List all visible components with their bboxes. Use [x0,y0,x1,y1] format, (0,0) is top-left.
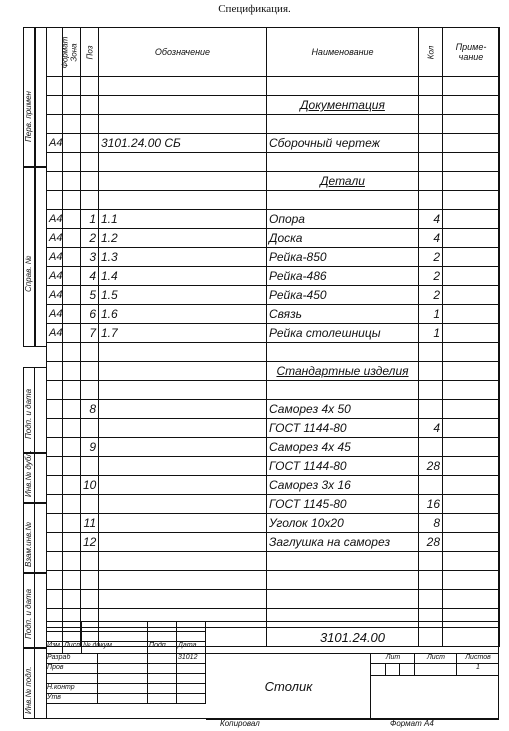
cell-pos: 7 [81,324,99,343]
cell-format [47,115,63,134]
cell-format: A4 [47,229,63,248]
stamp-list: Лист [63,642,82,654]
cell-designation [99,172,267,191]
cell-note [443,590,500,609]
cell-designation [99,153,267,172]
side-margin [23,27,47,719]
cell-designation [99,438,267,457]
cell-pos [81,552,99,571]
cell-designation: 3101.24.00 СБ [99,134,267,153]
cell-format: A4 [47,134,63,153]
cell-zone [63,153,81,172]
cell-note [443,381,500,400]
table-row [47,248,500,267]
cell-note [443,419,500,438]
table-row [47,229,500,248]
cell-zone [63,400,81,419]
stamp-podp: Подп [148,642,177,654]
cell-name: Документация [267,96,419,115]
cell-pos [81,419,99,438]
cell-zone [63,248,81,267]
cell-pos [81,153,99,172]
cell-qty [419,153,443,172]
stamp-title: Столик [206,654,371,720]
cell-name: Саморез 3х 16 [267,476,419,495]
cell-name: Детали [267,172,419,191]
cell-qty: 2 [419,267,443,286]
cell-name [267,153,419,172]
label-inv-dubl: Инв.№ дубл. [24,450,33,497]
cell-designation [99,419,267,438]
table-row [47,305,500,324]
title-block [46,621,499,720]
cell-pos [81,457,99,476]
cell-designation: 1.7 [99,324,267,343]
cell-qty: 28 [419,457,443,476]
table-row [47,96,500,115]
cell-qty [419,191,443,210]
table-row [47,419,500,438]
cell-note [443,115,500,134]
cell-qty [419,571,443,590]
cell-format [47,438,63,457]
cell-zone [63,191,81,210]
cell-format: A4 [47,248,63,267]
cell-note [443,267,500,286]
cell-format [47,77,63,96]
table-header-row [47,28,500,77]
cell-note [443,514,500,533]
cell-designation: 1.3 [99,248,267,267]
cell-name: Связь [267,305,419,324]
cell-pos [81,362,99,381]
cell-zone [63,210,81,229]
cell-pos [81,191,99,210]
cell-name: ГОСТ 1145-80 [267,495,419,514]
cell-zone [63,286,81,305]
table-row [47,343,500,362]
cell-qty: 8 [419,514,443,533]
cell-pos: 11 [81,514,99,533]
cell-zone [63,324,81,343]
cell-qty [419,438,443,457]
cell-name [267,343,419,362]
cell-designation [99,476,267,495]
cell-format: A4 [47,210,63,229]
cell-name [267,381,419,400]
cell-zone [63,229,81,248]
cell-format [47,419,63,438]
cell-note [443,248,500,267]
cell-note [443,229,500,248]
cell-designation [99,571,267,590]
cell-format [47,343,63,362]
header-qty: Кол [419,28,443,77]
table-row [47,571,500,590]
cell-note [443,305,500,324]
cell-name: Рейка столешницы [267,324,419,343]
table-row [47,495,500,514]
table-row [47,286,500,305]
cell-format [47,514,63,533]
cell-zone [63,305,81,324]
table-row [47,134,500,153]
cell-format: A4 [47,305,63,324]
cell-name [267,552,419,571]
cell-designation [99,77,267,96]
stamp-lit: Лит [371,654,415,664]
table-row [47,381,500,400]
cell-zone [63,343,81,362]
cell-zone [63,267,81,286]
cell-zone [63,172,81,191]
cell-name: Рейка-450 [267,286,419,305]
cell-pos: 1 [81,210,99,229]
cell-zone [63,419,81,438]
cell-designation: 1.5 [99,286,267,305]
stamp-data: Дата [177,642,206,654]
cell-qty [419,134,443,153]
label-inv-podl: Инв.№ подл. [24,666,33,714]
cell-format: A4 [47,267,63,286]
cell-format [47,533,63,552]
header-name: Наименование [267,28,419,77]
stamp-utv: Утв [46,694,98,704]
cell-format [47,381,63,400]
specification-table [46,27,500,647]
cell-qty: 4 [419,229,443,248]
table-row [47,153,500,172]
page-title: Спецификация. [218,3,291,15]
cell-name: Стандартные изделия [267,362,419,381]
table-row [47,267,500,286]
cell-pos: 3 [81,248,99,267]
label-podp-data-2: Подп. и дата [24,588,33,639]
stamp-izm: Изм [46,642,63,654]
table-row [47,438,500,457]
table-row [47,400,500,419]
label-perv-primen: Перв. примен [24,91,33,142]
cell-note [443,571,500,590]
cell-note [443,210,500,229]
cell-name: Сборочный чертеж [267,134,419,153]
stamp-n-dokum: № докум [82,642,148,654]
cell-name [267,191,419,210]
cell-note [443,77,500,96]
cell-designation [99,533,267,552]
cell-designation [99,191,267,210]
cell-name: Рейка-850 [267,248,419,267]
label-vzam-inv: Взам.инв.№ [24,521,33,567]
cell-qty [419,552,443,571]
cell-qty [419,77,443,96]
cell-qty [419,362,443,381]
label-sprav: Справ. № [24,255,33,292]
cell-format [47,457,63,476]
cell-name [267,590,419,609]
cell-designation [99,343,267,362]
cell-designation [99,115,267,134]
header-note: Приме- чание [443,28,500,77]
cell-format: A4 [47,324,63,343]
cell-note [443,533,500,552]
cell-name [267,77,419,96]
cell-name: Уголок 10х20 [267,514,419,533]
cell-name: ГОСТ 1144-80 [267,457,419,476]
header-pos: Поз [81,28,99,77]
cell-designation [99,514,267,533]
cell-zone [63,134,81,153]
cell-designation: 1.1 [99,210,267,229]
cell-format [47,96,63,115]
stamp-listov: Листов [457,654,499,664]
stamp-listov-value: 1 [457,664,499,676]
stamp-razrab: Разраб [46,654,98,664]
cell-qty: 1 [419,324,443,343]
cell-format [47,552,63,571]
table-row [47,172,500,191]
cell-pos [81,571,99,590]
cell-format [47,153,63,172]
cell-name: Саморез 4х 45 [267,438,419,457]
cell-qty [419,343,443,362]
cell-name: Заглушка на саморез [267,533,419,552]
cell-note [443,343,500,362]
cell-pos [81,77,99,96]
cell-format [47,191,63,210]
cell-note [443,153,500,172]
cell-designation [99,96,267,115]
cell-designation: 1.6 [99,305,267,324]
cell-format [47,172,63,191]
cell-pos: 4 [81,267,99,286]
cell-zone [63,362,81,381]
cell-note [443,495,500,514]
stamp-n-kontr: Н.контр [46,684,98,694]
cell-pos [81,96,99,115]
cell-designation [99,381,267,400]
stamp-doc-number: 3101.24.00 [206,622,499,654]
cell-qty [419,96,443,115]
footer-format: Формат A4 [390,719,434,728]
cell-zone [63,495,81,514]
cell-note [443,191,500,210]
cell-zone [63,96,81,115]
cell-pos: 12 [81,533,99,552]
cell-note [443,438,500,457]
stamp-list-label: Лист [415,654,457,664]
cell-pos: 9 [81,438,99,457]
cell-zone [63,552,81,571]
table-row [47,476,500,495]
stamp-date-value: 31012 [177,654,206,664]
cell-zone [63,381,81,400]
table-row [47,77,500,96]
footer-kopiroval: Копировал [220,719,260,728]
cell-pos: 6 [81,305,99,324]
cell-note [443,362,500,381]
cell-zone [63,115,81,134]
table-row [47,210,500,229]
cell-qty: 28 [419,533,443,552]
cell-designation [99,400,267,419]
table-row [47,552,500,571]
cell-designation [99,362,267,381]
cell-pos [81,381,99,400]
header-zone: Зона [63,28,81,77]
cell-note [443,552,500,571]
cell-qty: 4 [419,419,443,438]
cell-note [443,172,500,191]
cell-name: Рейка-486 [267,267,419,286]
cell-note [443,96,500,115]
cell-designation [99,495,267,514]
cell-format [47,400,63,419]
cell-zone [63,571,81,590]
cell-name: Опора [267,210,419,229]
cell-name: Доска [267,229,419,248]
cell-designation: 1.2 [99,229,267,248]
cell-pos [81,115,99,134]
cell-zone [63,77,81,96]
cell-pos [81,343,99,362]
cell-format [47,362,63,381]
cell-zone [63,533,81,552]
table-row [47,115,500,134]
cell-note [443,286,500,305]
header-format: Формат [47,28,63,77]
cell-qty [419,476,443,495]
table-row [47,191,500,210]
label-podp-data-1: Подп. и дата [24,388,33,439]
cell-designation: 1.4 [99,267,267,286]
cell-qty: 2 [419,286,443,305]
header-designation: Обозначение [99,28,267,77]
cell-zone [63,590,81,609]
cell-pos: 8 [81,400,99,419]
cell-note [443,476,500,495]
cell-qty [419,590,443,609]
cell-note [443,134,500,153]
cell-zone [63,476,81,495]
cell-pos: 10 [81,476,99,495]
cell-designation [99,552,267,571]
cell-zone [63,438,81,457]
cell-name [267,571,419,590]
cell-pos [81,590,99,609]
cell-qty [419,172,443,191]
cell-qty: 16 [419,495,443,514]
cell-format [47,495,63,514]
table-row [47,362,500,381]
cell-note [443,324,500,343]
table-row [47,514,500,533]
cell-qty [419,400,443,419]
table-row [47,533,500,552]
table-row [47,324,500,343]
cell-qty: 1 [419,305,443,324]
cell-name: Саморез 4х 50 [267,400,419,419]
cell-pos: 2 [81,229,99,248]
table-row [47,590,500,609]
cell-qty: 2 [419,248,443,267]
cell-note [443,400,500,419]
cell-qty: 4 [419,210,443,229]
cell-pos [81,495,99,514]
cell-format [47,590,63,609]
cell-designation [99,590,267,609]
cell-format [47,476,63,495]
stamp-prov: Пров [46,664,98,674]
cell-zone [63,457,81,476]
table-row [47,457,500,476]
cell-pos [81,134,99,153]
cell-zone [63,514,81,533]
cell-name [267,115,419,134]
cell-pos: 5 [81,286,99,305]
cell-format: A4 [47,286,63,305]
cell-note [443,457,500,476]
cell-qty [419,381,443,400]
cell-name: ГОСТ 1144-80 [267,419,419,438]
cell-qty [419,115,443,134]
cell-pos [81,172,99,191]
cell-format [47,571,63,590]
cell-designation [99,457,267,476]
